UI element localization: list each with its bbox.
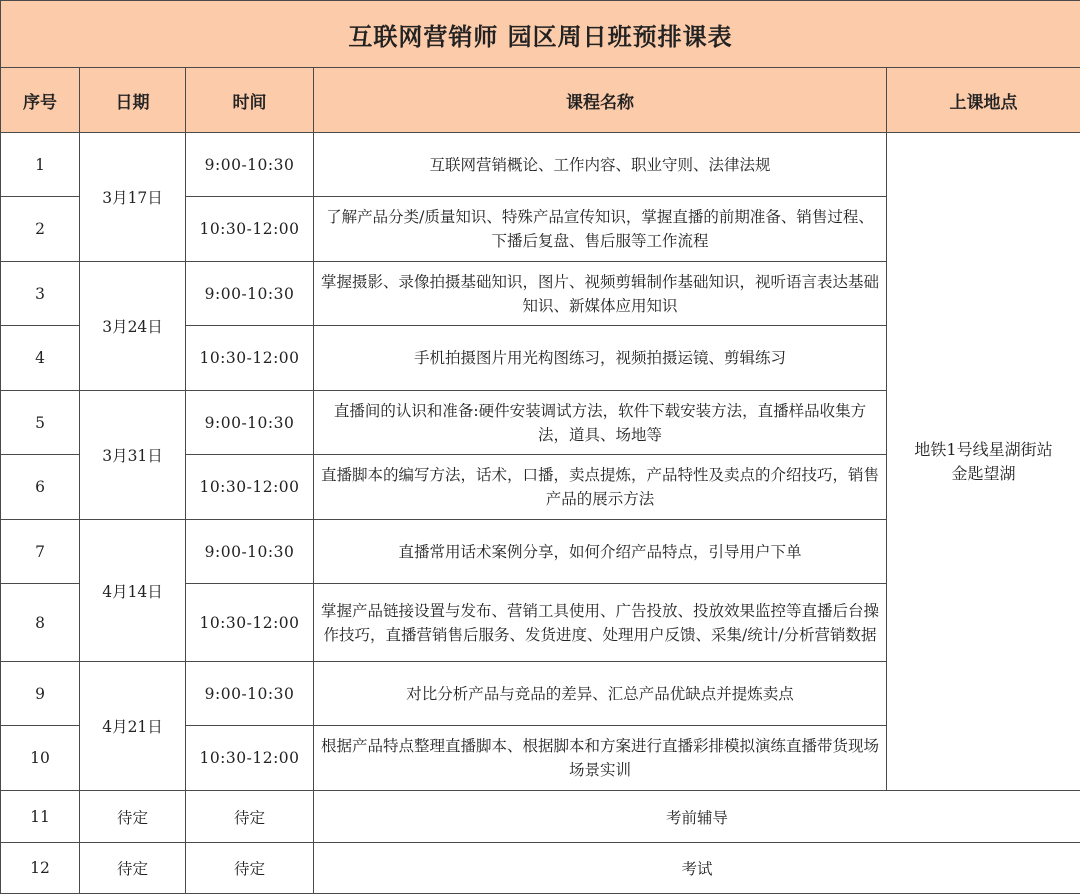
row-no: 4 (1, 326, 80, 391)
header-time: 时间 (186, 68, 314, 133)
table-row (1, 843, 1080, 894)
header-no: 序号 (1, 68, 80, 133)
header-location: 上课地点 (887, 68, 1080, 133)
row-course: 了解产品分类/质量知识、特殊产品宣传知识，掌握直播的前期准备、销售过程、下播后复盘、售后服等工作流程 (314, 197, 887, 262)
row-no: 6 (1, 455, 80, 520)
row-no: 3 (1, 262, 80, 326)
row-no: 11 (1, 791, 80, 843)
table-row (1, 133, 1080, 197)
header-course: 课程名称 (314, 68, 887, 133)
row-course: 对比分析产品与竞品的差异、汇总产品优缺点并提炼卖点 (314, 662, 887, 726)
row-course: 考前辅导 (314, 791, 1080, 843)
row-time: 9:00-10:30 (186, 133, 314, 197)
table-row (1, 791, 1080, 843)
row-date: 3月17日 (80, 133, 186, 262)
row-course: 掌握摄影、录像拍摄基础知识，图片、视频剪辑制作基础知识，视听语言表达基础知识、新媒体应用知识 (314, 262, 887, 326)
row-no: 7 (1, 520, 80, 584)
row-course: 掌握产品链接设置与发布、营销工具使用、广告投放、投放效果监控等直播后台操作技巧，直播营销售后服务、发货进度、处理用户反馈、采集/统计/分析营销数据 (314, 584, 887, 662)
row-course: 互联网营销概论、工作内容、职业守则、法律法规 (314, 133, 887, 197)
row-time: 10:30-12:00 (186, 584, 314, 662)
row-no: 1 (1, 133, 80, 197)
row-no: 10 (1, 726, 80, 791)
row-course: 直播常用话术案例分享，如何介绍产品特点，引导用户下单 (314, 520, 887, 584)
location-cell (887, 133, 1080, 791)
row-time: 10:30-12:00 (186, 197, 314, 262)
location-line-2: 金匙望湖 (893, 462, 1074, 486)
row-date: 待定 (80, 843, 186, 894)
row-course: 直播脚本的编写方法，话术，口播，卖点提炼，产品特性及卖点的介绍技巧，销售产品的展示方法 (314, 455, 887, 520)
row-date: 4月14日 (80, 520, 186, 662)
row-date: 3月31日 (80, 391, 186, 520)
row-time: 10:30-12:00 (186, 455, 314, 520)
row-date: 4月21日 (80, 662, 186, 791)
row-time: 10:30-12:00 (186, 326, 314, 391)
row-time: 9:00-10:30 (186, 520, 314, 584)
row-no: 12 (1, 843, 80, 894)
row-no: 2 (1, 197, 80, 262)
row-time: 9:00-10:30 (186, 662, 314, 726)
row-time: 9:00-10:30 (186, 262, 314, 326)
row-no: 9 (1, 662, 80, 726)
row-time: 9:00-10:30 (186, 391, 314, 455)
row-date: 待定 (80, 791, 186, 843)
row-course: 手机拍摄图片用光构图练习，视频拍摄运镜、剪辑练习 (314, 326, 887, 391)
table-title: 互联网营销师 园区周日班预排课表 (1, 1, 1080, 68)
row-course: 根据产品特点整理直播脚本、根据脚本和方案进行直播彩排模拟演练直播带货现场场景实训 (314, 726, 887, 791)
location-line-1: 地铁1号线星湖街站 (893, 438, 1074, 462)
row-time: 待定 (186, 791, 314, 843)
row-no: 8 (1, 584, 80, 662)
header-date: 日期 (80, 68, 186, 133)
row-date: 3月24日 (80, 262, 186, 391)
row-no: 5 (1, 391, 80, 455)
row-time: 待定 (186, 843, 314, 894)
row-time: 10:30-12:00 (186, 726, 314, 791)
row-course: 考试 (314, 843, 1080, 894)
row-course: 直播间的认识和准备:硬件安装调试方法，软件下载安装方法，直播样品收集方法，道具、场地等 (314, 391, 887, 455)
